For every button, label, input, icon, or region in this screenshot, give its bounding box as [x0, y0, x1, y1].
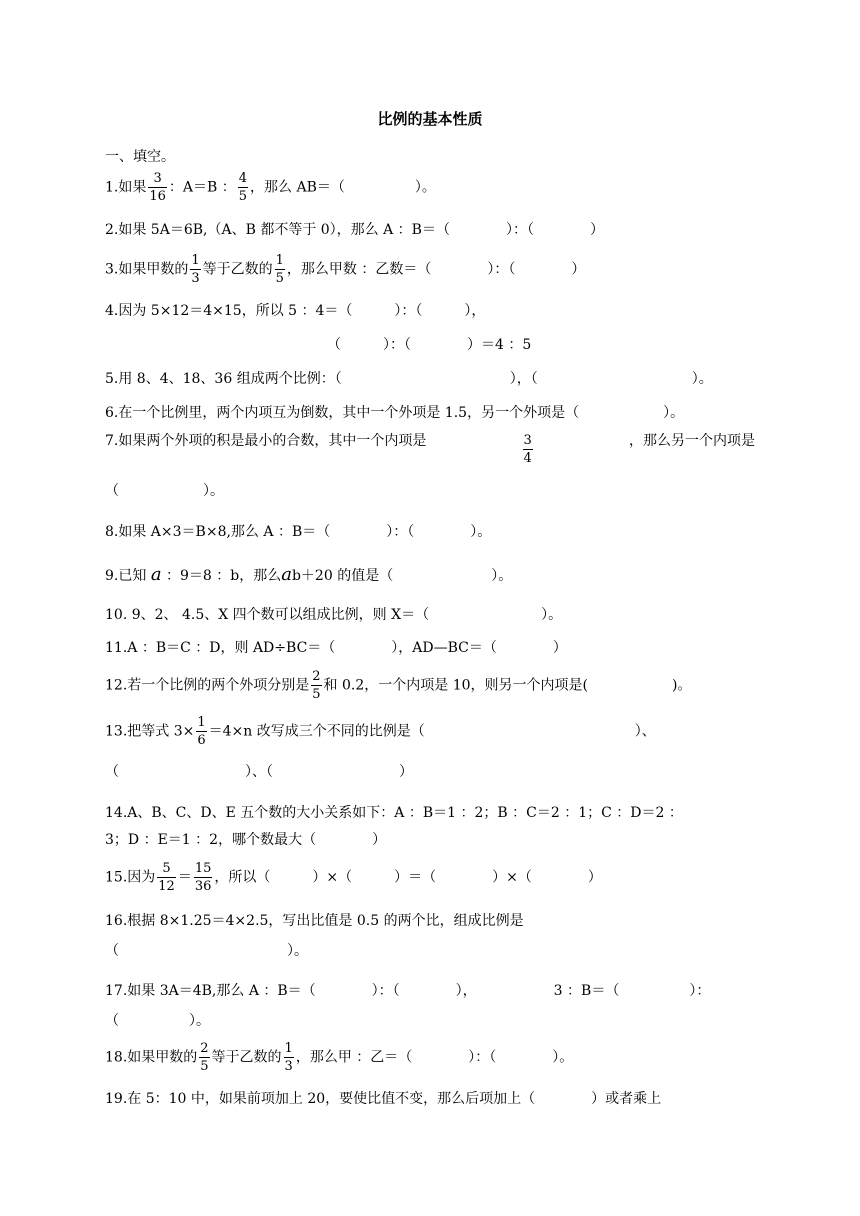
fraction: $\frac{4}{5}$ [238, 171, 248, 204]
question-14-line-2: 3；D ：E＝1 ：2，哪个数最大（ ） [105, 832, 387, 848]
fraction: $\frac{1}{5}$ [275, 253, 284, 286]
question-4-line-2: （ ）：（ ）＝4 ：5 [327, 337, 532, 353]
question-1: 1.如果 $\frac{3}{16}$ ：A＝B ： $\frac{4}{5}$ ，那么 AB＝（ ）。 [105, 171, 436, 204]
question-9: 9.已知 a ：9＝8 ：b，那么ab＋20 的值是（ ）。 [105, 564, 513, 585]
question-11: 11.A ：B＝C ：D，则 AD÷BC＝（ ），AD—BC＝（ ） [105, 640, 567, 656]
fraction: $\frac{1}{3}$ [191, 253, 200, 286]
fraction: $\frac{1}{6}$ [197, 715, 206, 748]
fraction: $\frac{2}{5}$ [312, 669, 321, 702]
question-16-line-1: 16.根据 8×1.25＝4×2.5，写出比值是 0.5 的两个比，组成比例是 [105, 913, 524, 929]
question-16-line-2: （ ）。 [105, 943, 308, 959]
question-4-line-1: 4.因为 5×12＝4×15，所以 5 ：4＝（ ）：（ ）， [105, 303, 486, 319]
question-13-line-2: （ ）、（ ） [105, 764, 413, 780]
question-18: 18.如果甲数的 $\frac{2}{5}$ 等于乙数的 $\frac{1}{3}$ ，那么甲 ：乙＝（ ）：（ ）。 [105, 1041, 574, 1074]
page-title: 比例的基本性质 [377, 110, 483, 128]
question-5: 5.用 8、4、18、36 组成两个比例：（ ），（ ）。 [105, 371, 713, 387]
question-17-line-2: （ ）。 [105, 1013, 210, 1029]
question-3: 3.如果甲数的 $\frac{1}{3}$ 等于乙数的 $\frac{1}{5}$ ，那么甲数 ：乙数＝（ ）：（ ） [105, 253, 586, 286]
question-12: 12.若一个比例的两个外项分别是 $\frac{2}{5}$ 和 0.2，一个内项是 10，则另一个内项是( )。 [105, 669, 692, 702]
question-2: 2.如果 5A＝6B,（A、B 都不等于 0），那么 A ：B＝（ ）：（ ） [105, 222, 604, 238]
question-6: 6.在一个比例里，两个内项互为倒数，其中一个外项是 1.5，另一个外项是（ ）。 [105, 405, 685, 421]
question-14-line-1: 14.A、B、C、D、E 五个数的大小关系如下：A ：B＝1 ：2；B ：C＝2 ：1；C ：D＝2 ： [105, 805, 683, 821]
fraction: $\frac{5}{12}$ [158, 861, 175, 894]
question-7-line-2: （ ）。 [105, 483, 224, 499]
question-8: 8.如果 A×3＝B×8,那么 A ：B＝（ ）：（ ）。 [105, 524, 492, 540]
fraction: $\frac{2}{5}$ [200, 1041, 209, 1074]
question-13-line-1: 13.把等式 3× $\frac{1}{6}$ ＝4×n 改写成三个不同的比例是（ ）、 [105, 715, 656, 748]
question-19: 19.在 5：10 中，如果前项加上 20，要使比值不变，那么后项加上（ ）或者乘上 [105, 1091, 662, 1107]
question-17-line-1: 17.如果 3A＝4B,那么 A ：B＝（ ）：（ ）， 3 ：B＝（ ）： [105, 983, 711, 999]
fraction: $\frac{15}{36}$ [194, 861, 212, 894]
question-15: 15.因为 $\frac{5}{12}$ ＝ $\frac{15}{36}$ ，所以（ ）×（ ）＝（ ）×（ ） [105, 861, 602, 894]
fraction: $\frac{1}{3}$ [284, 1041, 293, 1074]
section-heading: 一、填空。 [105, 149, 175, 165]
fraction: $\frac{3}{4}$ [523, 433, 532, 466]
question-7-line-1: 7.如果两个外项的积是最小的合数，其中一个内项是 $\frac{3}{4}$ ，那么另一个内项是 [105, 433, 755, 466]
fraction: $\frac{3}{16}$ [149, 171, 166, 204]
question-10: 10. 9、2、 4.5、X 四个数可以组成比例，则 X＝（ ）。 [105, 607, 563, 623]
